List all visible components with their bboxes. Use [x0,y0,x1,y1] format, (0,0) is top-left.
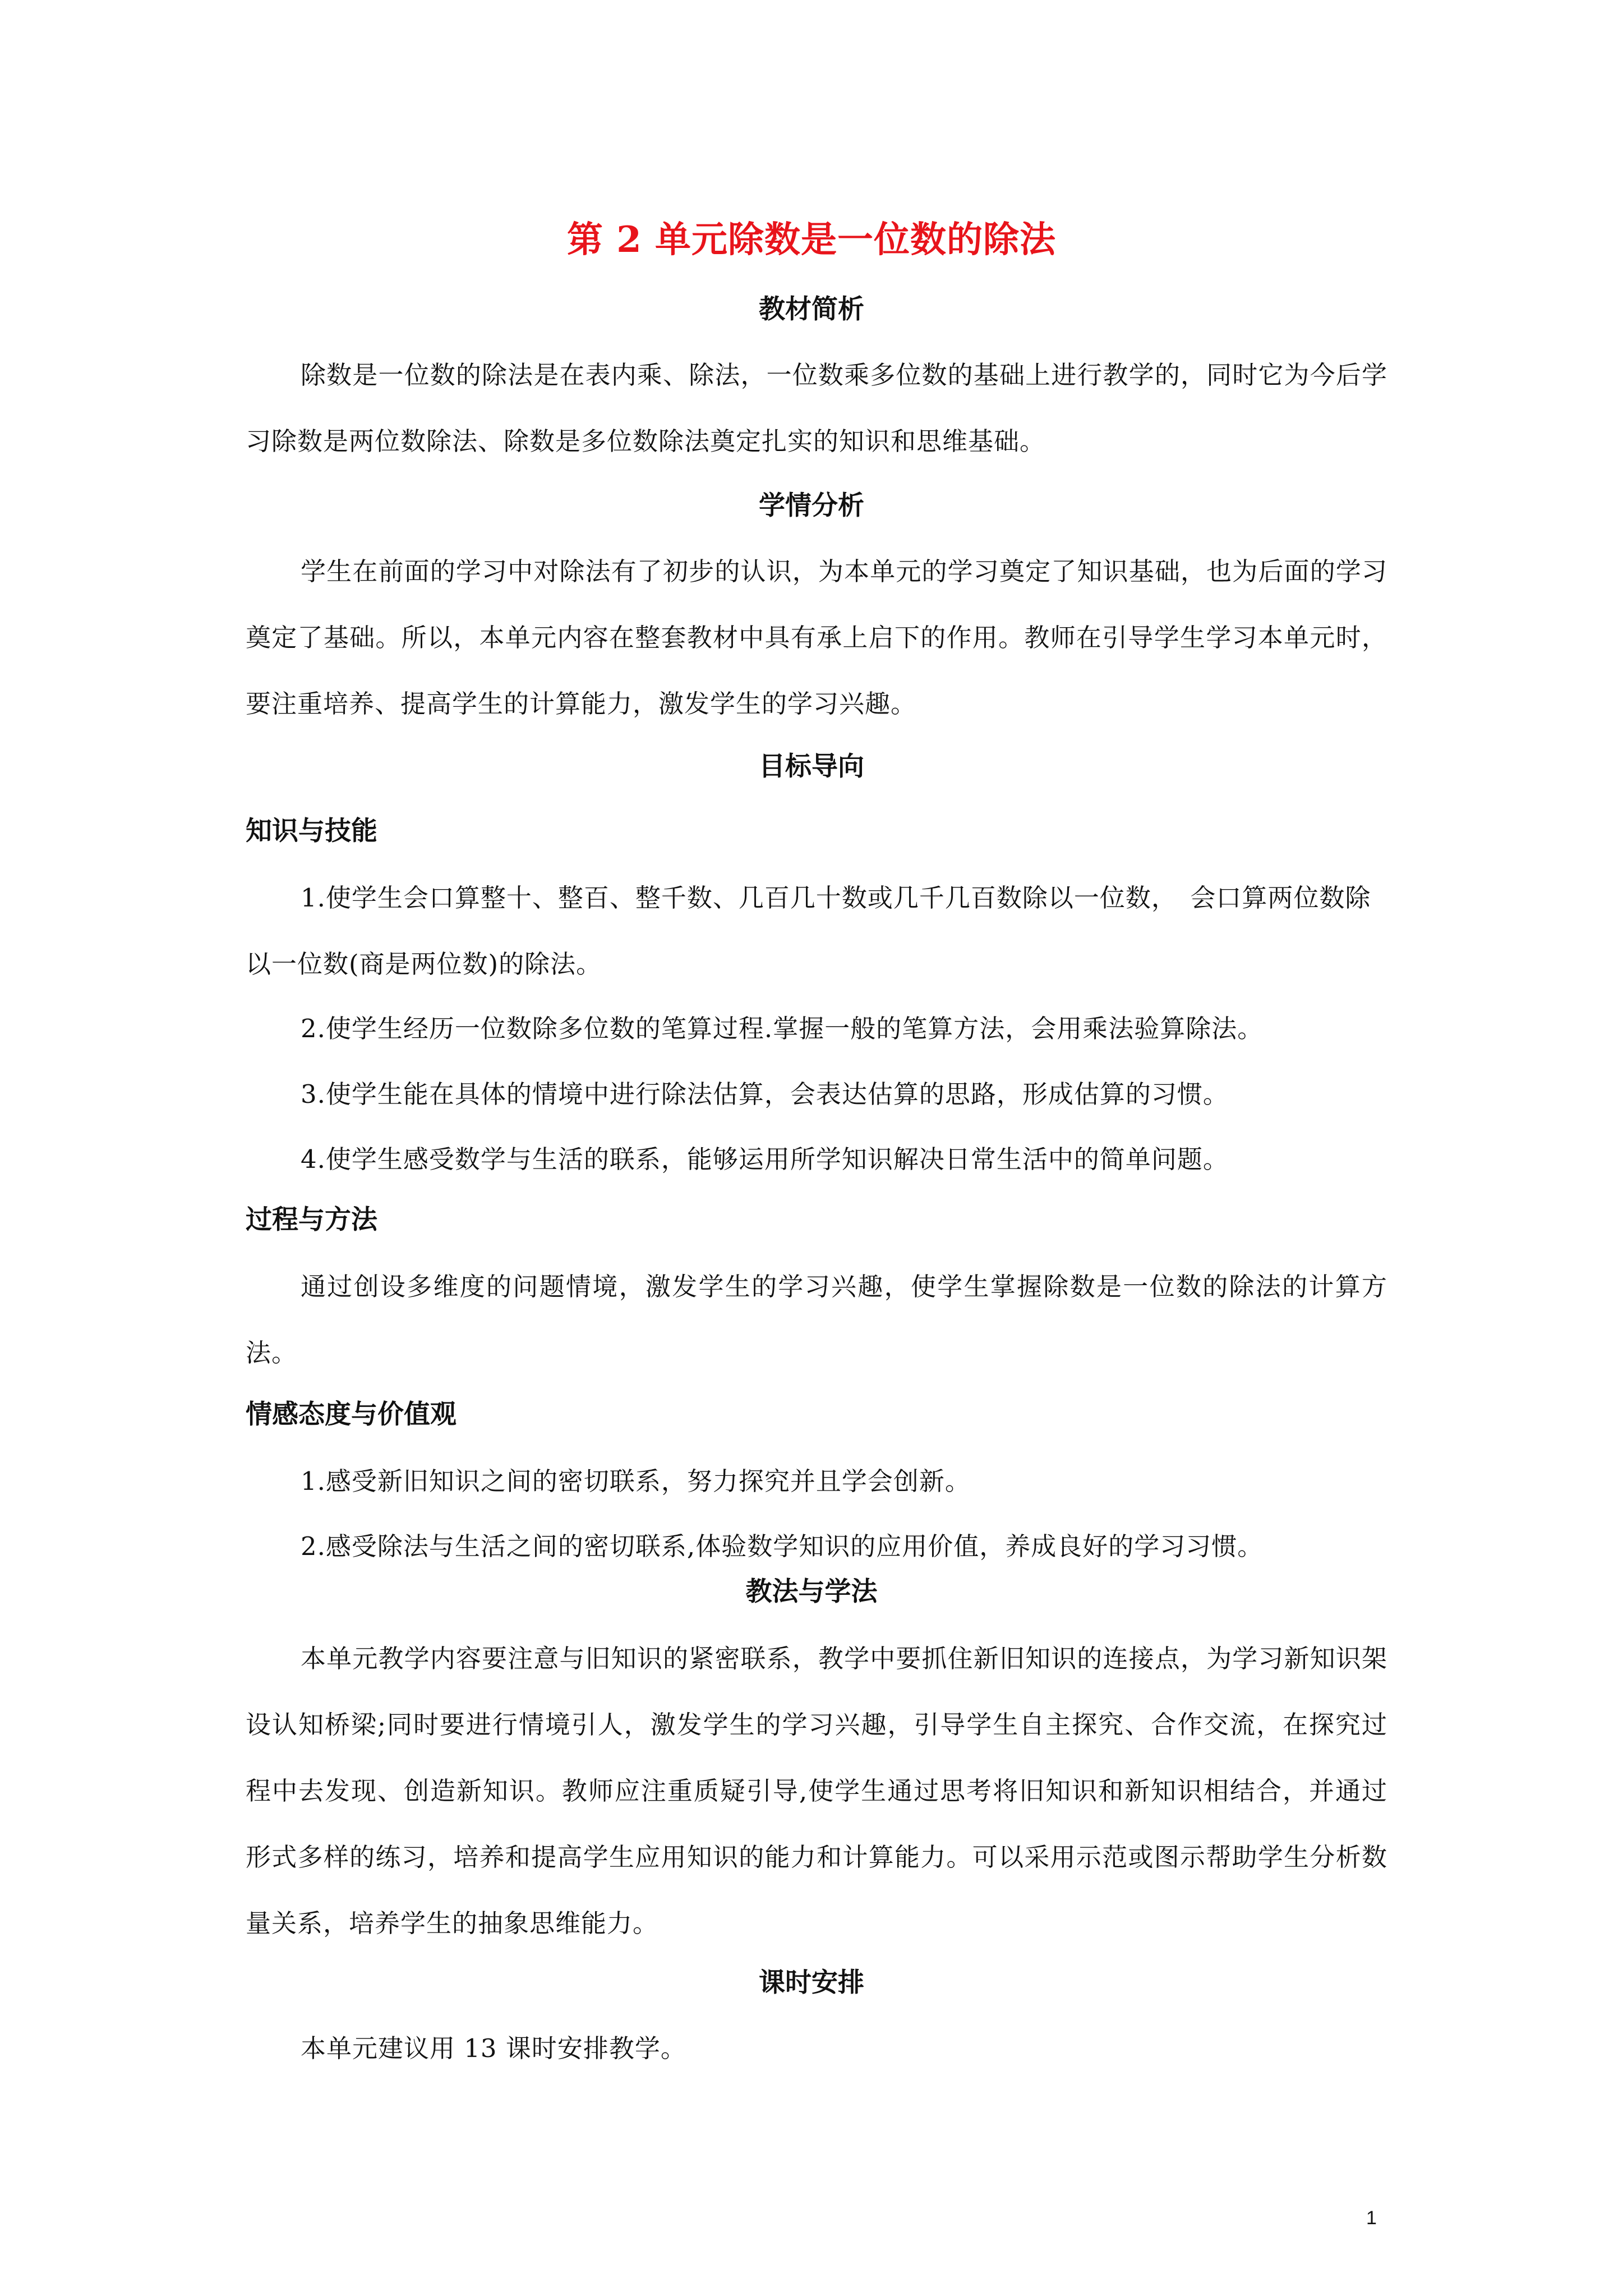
document-title: 第 2 单元除数是一位数的除法 [566,219,1057,261]
attitude-item-2: 2.感受除法与生活之间的密切联系,体验数学知识的应用价值，养成良好的学习习惯。 [301,1531,1264,1561]
attitude-item-1: 1.感受新旧知识之间的密切联系，努力探究并且学会创新。 [301,1466,971,1496]
paragraph-schedule: 本单元建议用 13 课时安排教学。 [301,2033,686,2063]
paragraph-process-methods: 通过创设多维度的问题情境，激发学生的学习兴趣，使学生掌握除数是一位数的除法的计算方法。 [246,1272,1387,1368]
heading-attitude-values: 情感态度与价值观 [246,1399,457,1430]
heading-methods: 教法与学法 [745,1576,878,1607]
goal-item-1: 1.使学生会口算整十、整百、整千数、几百几十数或几千几百数除以一位数， 会口算两位数除以一位数(商是两位数)的除法。 [246,883,1371,979]
paragraph-student-analysis: 学生在前面的学习中对除法有了初步的认识，为本单元的学习奠定了知识基础，也为后面的学习奠定了基础。所以，本单元内容在整套教材中具有承上启下的作用。教师在引导学生学习本单元时，要注重培养、提高学生的计算能力，激发学生的学习兴趣。 [246,556,1387,719]
paragraph-methods: 本单元教学内容要注意与旧知识的紧密联系，教学中要抓住新旧知识的连接点，为学习新知识架设认知桥梁;同时要进行情境引人，激发学生的学习兴趣，引导学生自主探究、合作交流，在探究过程中去发现、创造新知识。教师应注重质疑引导,使学生通过思考将旧知识和新知识相结合，并通过形式多样的练习，培养和提高学生应用知识的能力和计算能力。可以采用示范或图示帮助学生分析数量关系，培养学生的抽象思维能力。 [246,1644,1387,1938]
heading-student-analysis: 学情分析 [759,490,864,521]
heading-knowledge-skills: 知识与技能 [246,816,377,846]
heading-schedule: 课时安排 [759,1967,864,1998]
goal-item-2: 2.使学生经历一位数除多位数的笔算过程.掌握一般的笔算方法，会用乘法验算除法。 [301,1014,1264,1043]
page-number: 1 [1366,2207,1377,2229]
goal-item-3: 3.使学生能在具体的情境中进行除法估算，会表达估算的思路，形成估算的习惯。 [301,1079,1229,1109]
heading-process-methods: 过程与方法 [246,1204,377,1235]
paragraph-textbook-analysis: 除数是一位数的除法是在表内乘、除法，一位数乘多位数的基础上进行教学的，同时它为今后学习除数是两位数除法、除数是多位数除法奠定扎实的知识和思维基础。 [246,360,1387,456]
heading-textbook-analysis: 教材简析 [759,294,864,325]
heading-goals: 目标导向 [759,751,864,782]
goal-item-4: 4.使学生感受数学与生活的联系，能够运用所学知识解决日常生活中的简单问题。 [301,1144,1229,1174]
